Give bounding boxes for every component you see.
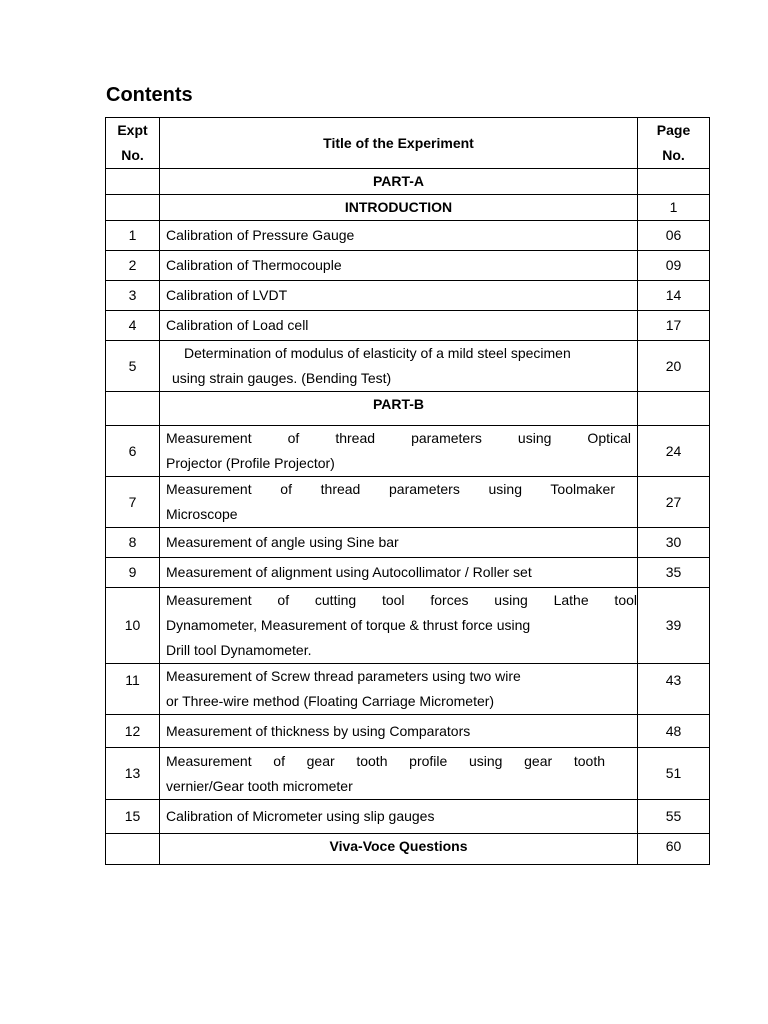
expt-number: 8 bbox=[106, 528, 160, 558]
title-line: Dynamometer, Measurement of torque & thrust force using bbox=[166, 617, 531, 633]
page-no-header bbox=[638, 118, 710, 169]
introduction-row bbox=[106, 195, 710, 221]
expt-number: 11 bbox=[106, 664, 160, 715]
table-row bbox=[106, 558, 710, 588]
expt-header-line1: Expt bbox=[117, 122, 148, 138]
page-number: 43 bbox=[638, 664, 710, 715]
page-header-line1: Page bbox=[656, 122, 691, 138]
empty-cell bbox=[106, 169, 160, 195]
introduction-title: INTRODUCTION bbox=[160, 195, 638, 221]
table-row bbox=[106, 311, 710, 341]
table-row bbox=[106, 251, 710, 281]
expt-number: 13 bbox=[106, 748, 160, 800]
title-line: Measurement of Screw thread parameters using two wire bbox=[166, 668, 521, 684]
experiment-title: Measurement of alignment using Autocollimator / Roller set bbox=[160, 558, 638, 588]
page-number: 30 bbox=[638, 528, 710, 558]
page-heading: Contents bbox=[106, 84, 193, 106]
empty-cell bbox=[638, 169, 710, 195]
expt-number: 12 bbox=[106, 715, 160, 748]
page-number: 09 bbox=[638, 251, 710, 281]
experiment-title: Measurement of thickness by using Comparators bbox=[160, 715, 638, 748]
page-number: 60 bbox=[638, 834, 710, 865]
empty-cell bbox=[106, 392, 160, 426]
expt-number: 5 bbox=[106, 341, 160, 392]
table-row bbox=[106, 281, 710, 311]
table-row bbox=[106, 588, 710, 664]
experiment-title bbox=[160, 664, 638, 715]
contents-table bbox=[105, 117, 710, 865]
expt-number: 1 bbox=[106, 221, 160, 251]
title-line: Determination of modulus of elasticity of a mild steel specimen bbox=[184, 345, 571, 361]
title-line: Measurement of thread parameters using Toolmaker bbox=[166, 481, 615, 497]
expt-number: 10 bbox=[106, 588, 160, 664]
viva-voce-row bbox=[106, 834, 710, 865]
table-row bbox=[106, 715, 710, 748]
title-line: vernier/Gear tooth micrometer bbox=[166, 777, 353, 794]
experiment-title: Measurement of angle using Sine bar bbox=[160, 528, 638, 558]
experiment-title bbox=[160, 588, 638, 664]
expt-number: 4 bbox=[106, 311, 160, 341]
empty-cell bbox=[106, 834, 160, 865]
expt-number: 6 bbox=[106, 426, 160, 477]
table-row bbox=[106, 800, 710, 834]
expt-number: 9 bbox=[106, 558, 160, 588]
experiment-title: Calibration of Pressure Gauge bbox=[160, 221, 638, 251]
experiment-title: Calibration of Thermocouple bbox=[160, 251, 638, 281]
table-row bbox=[106, 221, 710, 251]
page-number: 35 bbox=[638, 558, 710, 588]
page-header-line2: No. bbox=[662, 147, 685, 163]
title-line: Measurement of gear tooth profile using gear tooth bbox=[166, 752, 605, 769]
expt-number: 7 bbox=[106, 477, 160, 528]
header-row bbox=[106, 118, 710, 169]
page-number: 48 bbox=[638, 715, 710, 748]
experiment-title bbox=[160, 748, 638, 800]
title-line: or Three-wire method (Floating Carriage Micrometer) bbox=[166, 693, 495, 709]
table-row bbox=[106, 664, 710, 715]
expt-number: 3 bbox=[106, 281, 160, 311]
page-number: 51 bbox=[638, 748, 710, 800]
page-number: 06 bbox=[638, 221, 710, 251]
experiment-title: Calibration of Micrometer using slip gauges bbox=[160, 800, 638, 834]
table-row bbox=[106, 341, 710, 392]
title-line: Drill tool Dynamometer. bbox=[166, 642, 312, 658]
experiment-title bbox=[160, 477, 638, 528]
title-line: Projector (Profile Projector) bbox=[166, 455, 335, 471]
table-row bbox=[106, 528, 710, 558]
table-row bbox=[106, 477, 710, 528]
experiment-title: Calibration of Load cell bbox=[160, 311, 638, 341]
part-a-row bbox=[106, 169, 710, 195]
experiment-title: Calibration of LVDT bbox=[160, 281, 638, 311]
page-number: 20 bbox=[638, 341, 710, 392]
title-header: Title of the Experiment bbox=[160, 118, 638, 169]
part-b-row bbox=[106, 392, 710, 426]
title-line: Measurement of thread parameters using Optical bbox=[166, 430, 631, 446]
page-number: 1 bbox=[638, 195, 710, 221]
page-number: 24 bbox=[638, 426, 710, 477]
part-b-label: PART-B bbox=[160, 392, 638, 426]
title-line: Microscope bbox=[166, 506, 238, 522]
table-row bbox=[106, 426, 710, 477]
expt-number: 2 bbox=[106, 251, 160, 281]
viva-voce-title: Viva-Voce Questions bbox=[160, 834, 638, 865]
page-number: 17 bbox=[638, 311, 710, 341]
page-number: 14 bbox=[638, 281, 710, 311]
experiment-title bbox=[160, 341, 638, 392]
page-number: 55 bbox=[638, 800, 710, 834]
empty-cell bbox=[106, 195, 160, 221]
expt-number: 15 bbox=[106, 800, 160, 834]
page-number: 27 bbox=[638, 477, 710, 528]
title-line: using strain gauges. (Bending Test) bbox=[172, 370, 392, 386]
empty-cell bbox=[638, 392, 710, 426]
expt-no-header bbox=[106, 118, 160, 169]
page-number: 39 bbox=[638, 588, 710, 664]
table-row bbox=[106, 748, 710, 800]
part-a-label: PART-A bbox=[160, 169, 638, 195]
title-line: Measurement of cutting tool forces using Lathe tool bbox=[166, 592, 637, 608]
expt-header-line2: No. bbox=[121, 147, 144, 163]
experiment-title bbox=[160, 426, 638, 477]
